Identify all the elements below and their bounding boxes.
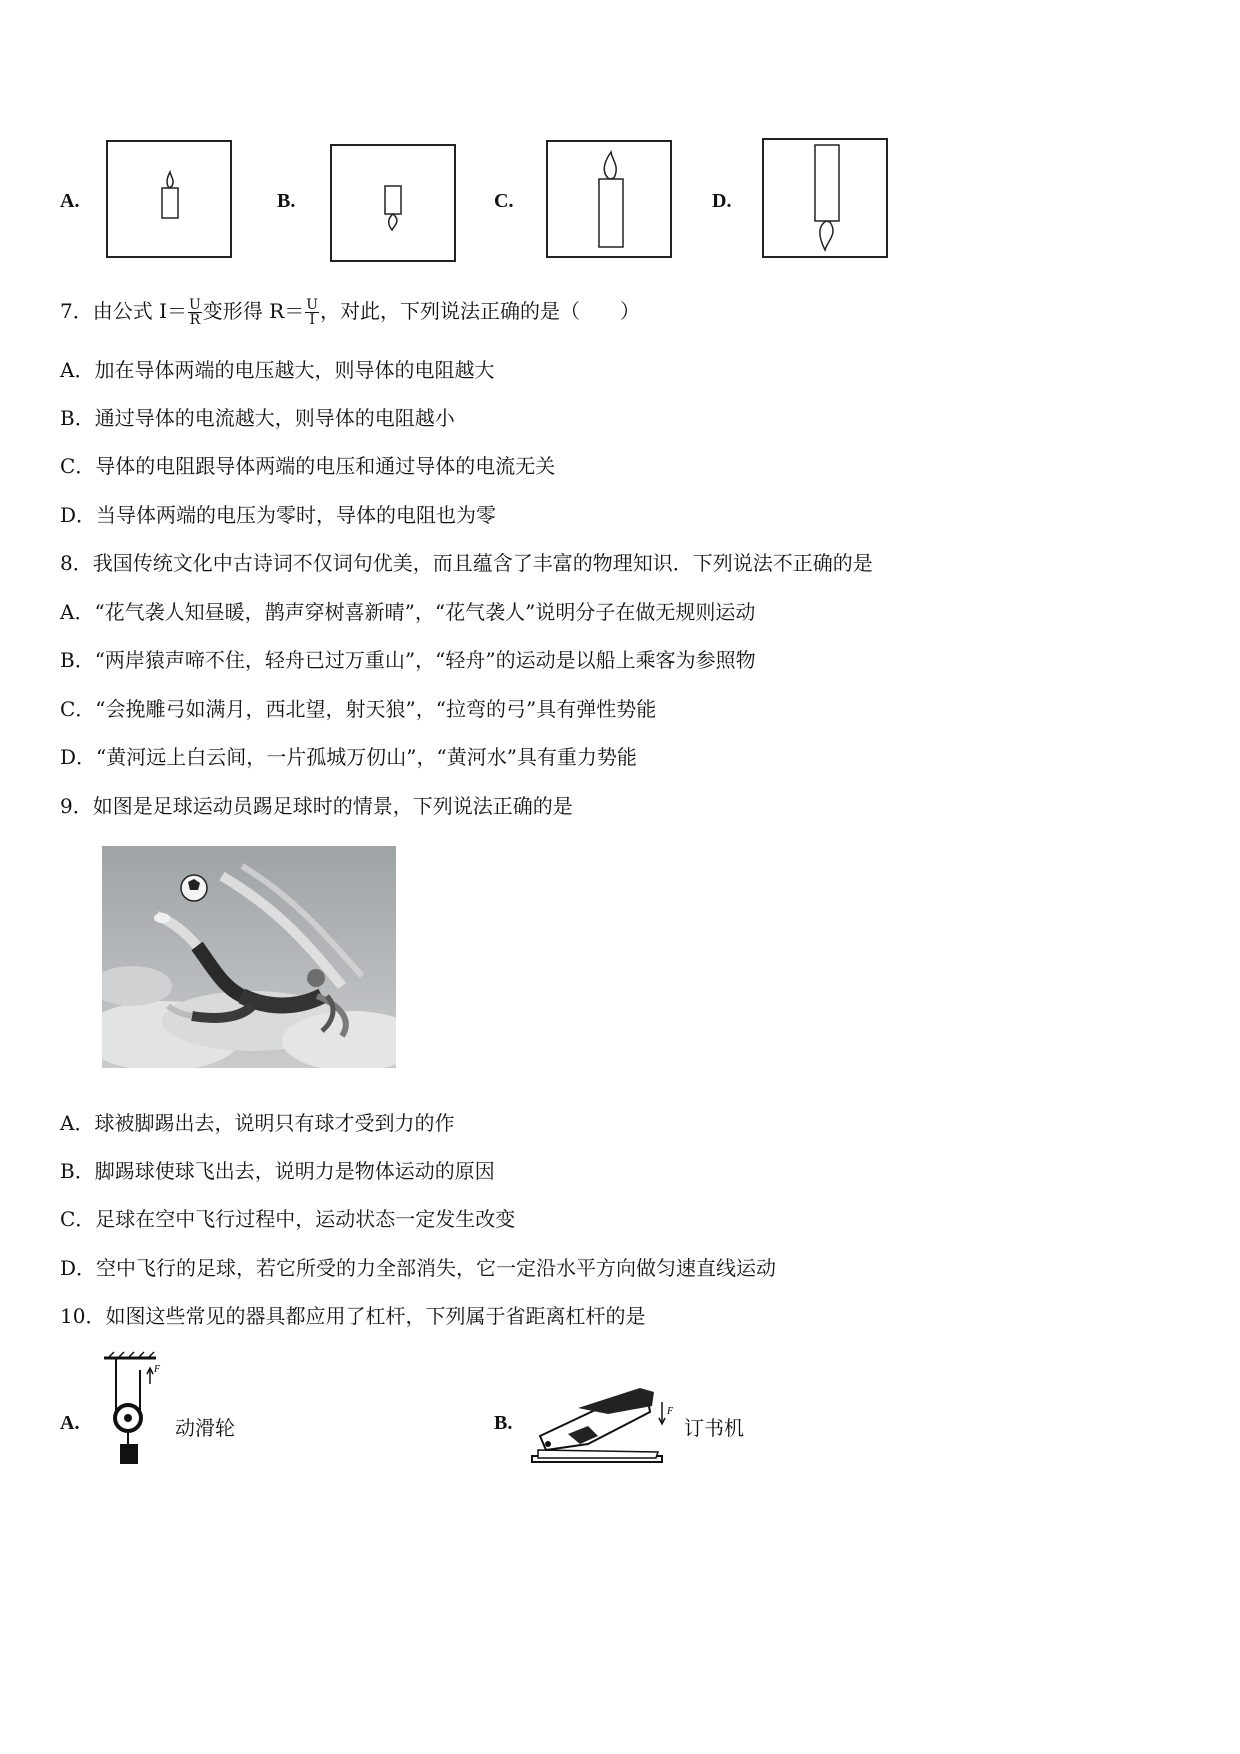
movable-pulley-icon xyxy=(98,1350,178,1490)
q6-figure-b xyxy=(330,144,456,262)
formula-denominator: R xyxy=(189,312,201,328)
formula-numerator: U xyxy=(306,297,319,313)
q6-figure-d xyxy=(762,138,888,258)
q7-stem-mid: 变形得 R＝ xyxy=(202,299,305,323)
stapler-figure xyxy=(528,1378,684,1468)
force-label-a: F xyxy=(154,1364,161,1375)
q9-option-d: D．空中飞行的足球，若它所受的力全部消失，它一定沿水平方向做匀速直线运动 xyxy=(60,1256,777,1280)
soccer-player-photo xyxy=(102,846,396,1068)
q10-option-b-caption: 订书机 xyxy=(684,1416,744,1440)
q8-option-a: A．“花气袭人知昼暖，鹊声穿树喜新晴”，“花气袭人”说明分子在做无规则运动 xyxy=(60,600,756,624)
q8-stem: 8．我国传统文化中古诗词不仅词句优美，而且蕴含了丰富的物理知识．下列说法不正确的是 xyxy=(60,551,873,575)
q7-stem-prefix: 7．由公式 I＝ xyxy=(60,299,187,323)
q6-figure-c xyxy=(546,140,672,258)
q7-stem xyxy=(60,298,640,327)
q6-option-d-label: D. xyxy=(712,190,732,212)
q9-option-b: B．脚踢球使球飞出去，说明力是物体运动的原因 xyxy=(60,1159,495,1183)
q10-option-b-label: B. xyxy=(494,1412,513,1434)
q6-figure-a xyxy=(106,140,232,258)
q8-option-b: B．“两岸猿声啼不住，轻舟已过万重山”，“轻舟”的运动是以船上乘客为参照物 xyxy=(60,648,756,672)
q7-option-c: C．导体的电阻跟导体两端的电压和通过导体的电流无关 xyxy=(60,454,556,478)
formula-numerator: U xyxy=(188,297,201,313)
q6-option-c-label: C. xyxy=(494,190,514,212)
q10-option-a-label: A. xyxy=(60,1412,80,1434)
candle-tall-icon xyxy=(548,142,670,256)
q10-stem: 10．如图这些常见的器具都应用了杠杆，下列属于省距离杠杆的是 xyxy=(60,1304,646,1328)
q7-option-a: A．加在导体两端的电压越大，则导体的电阻越大 xyxy=(60,358,495,382)
stapler-icon xyxy=(528,1378,684,1468)
formula-denominator: I xyxy=(309,312,315,328)
q9-stem: 9．如图是足球运动员踢足球时的情景，下列说法正确的是 xyxy=(60,794,573,818)
candle-inverted-tall-icon xyxy=(764,140,886,256)
movable-pulley-figure xyxy=(98,1350,178,1490)
formula-u-over-i xyxy=(305,298,319,327)
q7-option-d: D．当导体两端的电压为零时，导体的电阻也为零 xyxy=(60,503,497,527)
q6-option-a-label: A. xyxy=(60,190,80,212)
q7-stem-suffix: ，对此，下列说法正确的是（ ） xyxy=(320,299,641,323)
q9-option-a: A．球被脚踢出去，说明只有球才受到力的作 xyxy=(60,1111,455,1135)
q8-option-d: D．“黄河远上白云间，一片孤城万仞山”，“黄河水”具有重力势能 xyxy=(60,745,637,769)
candle-inverted-short-icon xyxy=(332,146,454,260)
candle-short-icon xyxy=(108,142,230,256)
q6-option-b-label: B. xyxy=(277,190,296,212)
q8-option-c: C．“会挽雕弓如满月，西北望，射天狼”，“拉弯的弓”具有弹性势能 xyxy=(60,697,657,721)
formula-u-over-r xyxy=(188,298,202,327)
force-label-b: F xyxy=(667,1406,674,1417)
q9-option-c: C．足球在空中飞行过程中，运动状态一定发生改变 xyxy=(60,1207,516,1231)
q7-option-b: B．通过导体的电流越大，则导体的电阻越小 xyxy=(60,406,455,430)
q10-option-a-caption: 动滑轮 xyxy=(175,1416,235,1440)
